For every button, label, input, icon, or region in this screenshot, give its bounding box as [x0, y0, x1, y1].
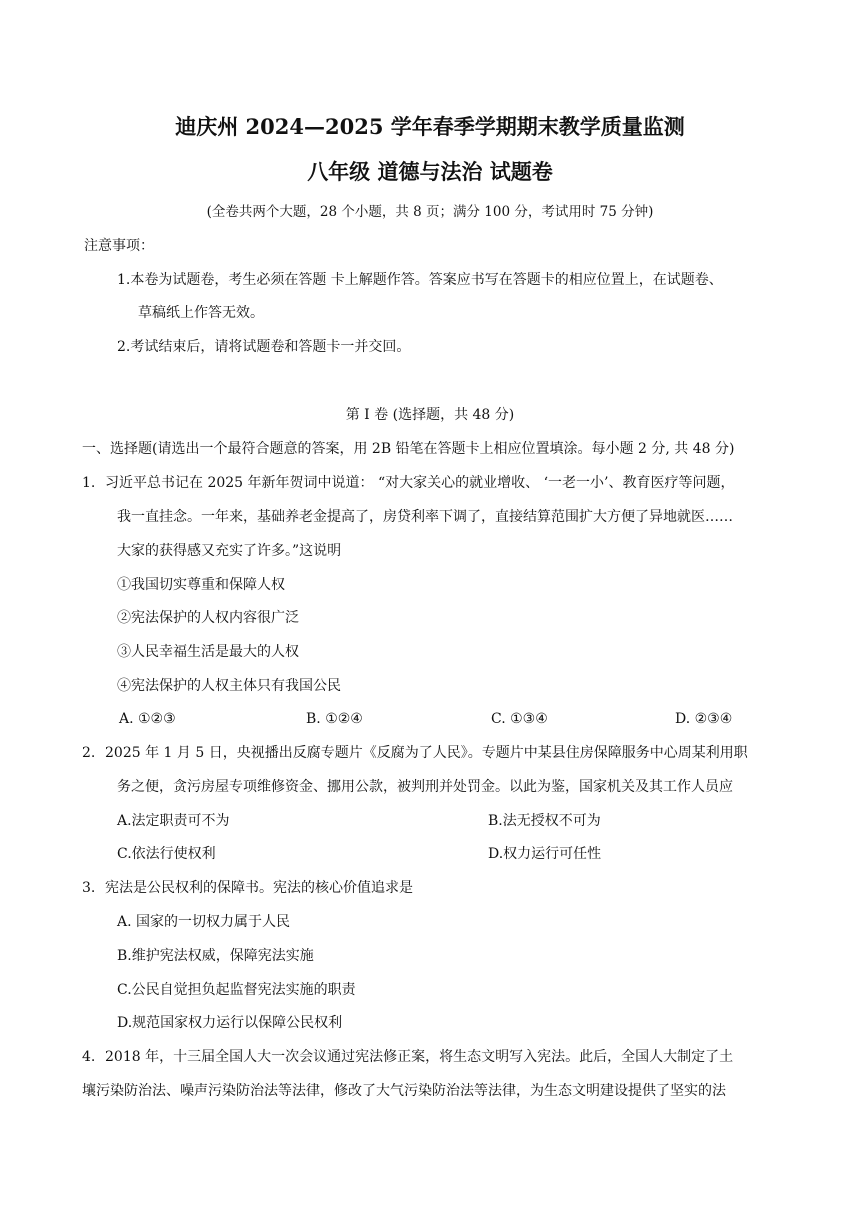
option-a: A. ①②③ — [119, 711, 176, 727]
exam-title: 迪庆州 2024—2025 学年春季学期期末教学质量监测 — [175, 114, 685, 139]
question-2-line-2: 务之便，贪污房屋专项维修资金、挪用公款，被判刑并处罚金。以此为鉴，国家机关及其工作人员应 — [117, 779, 733, 795]
exam-subtitle: 八年级 道德与法治 试题卷 — [307, 159, 553, 184]
question-4-line-1: 2018 年，十三届全国人大一次会议通过宪法修正案，将生态文明写入宪法。此后，全国人大制定了土 — [105, 1049, 734, 1065]
option-b: B.法无授权不可为 — [488, 813, 601, 829]
option-b: B.维护宪法权威，保障宪法实施 — [117, 948, 314, 964]
notice-item-1-line-2: 草稿纸上作答无效。 — [138, 305, 264, 321]
statement-2: ②宪法保护的人权内容很广泛 — [117, 610, 299, 626]
option-a: A. 国家的一切权力属于人民 — [117, 914, 291, 930]
question-number: 2. — [82, 745, 96, 761]
question-1-line-2: 我一直挂念。一年来，基础养老金提高了，房贷利率下调了，直接结算范围扩大方便了异地就医…… — [117, 509, 733, 525]
option-a: A.法定职责可不为 — [117, 813, 230, 829]
option-d: D. ②③④ — [675, 711, 733, 727]
option-c: C. ①③④ — [491, 711, 548, 727]
question-1-line-3: 大家的获得感又充实了许多。”这说明 — [117, 543, 342, 559]
notice-item-1-line-1: 1.本卷为试题卷，考生必须在答题 卡上解题作答。答案应书写在答题卡的相应位置上，在试题卷、 — [117, 272, 723, 288]
notice-item-2: 2.考试结束后，请将试题卷和答题卡一并交回。 — [117, 339, 411, 355]
exam-info: (全卷共两个大题，28 个小题，共 8 页；满分 100 分，考试用时 75 分钟) — [206, 204, 654, 220]
option-c: C.依法行使权利 — [117, 846, 216, 862]
statement-4: ④宪法保护的人权主体只有我国公民 — [117, 678, 341, 694]
question-4-line-2: 壤污染防治法、噪声污染防治法等法律，修改了大气污染防治法等法律，为生态文明建设提供了坚实的法 — [82, 1083, 726, 1099]
option-d: D.规范国家权力运行以保障公民权利 — [117, 1015, 343, 1031]
option-d: D.权力运行可任性 — [488, 846, 602, 862]
option-b: B. ①②④ — [306, 711, 363, 727]
question-number: 3. — [82, 880, 96, 896]
statement-3: ③人民幸福生活是最大的人权 — [117, 644, 299, 660]
question-2-line-1: 2025 年 1 月 5 日，央视播出反腐专题片《反腐为了人民》。专题片中某县住房保障服务中心周某利用职 — [105, 745, 748, 761]
statement-1: ①我国切实尊重和保障人权 — [117, 577, 285, 593]
section-instruction: 一、选择题(请选出一个最符合题意的答案，用 2B 铅笔在答题卡上相应位置填涂。每小题 2 分, 共 48 分) — [82, 441, 735, 457]
question-1-line-1: 习近平总书记在 2025 年新年贺词中说道： “对大家关心的就业增收、 ‘一老一小’、教育医疗等问题， — [105, 475, 735, 491]
question-number: 4. — [82, 1049, 96, 1065]
part-title: 第 I 卷 (选择题，共 48 分) — [345, 407, 515, 423]
option-c: C.公民自觉担负起监督宪法实施的职责 — [117, 982, 356, 998]
notice-heading: 注意事项： — [84, 238, 154, 254]
question-number: 1. — [82, 475, 96, 491]
question-3-line-1: 宪法是公民权利的保障书。宪法的核心价值追求是 — [105, 880, 413, 896]
